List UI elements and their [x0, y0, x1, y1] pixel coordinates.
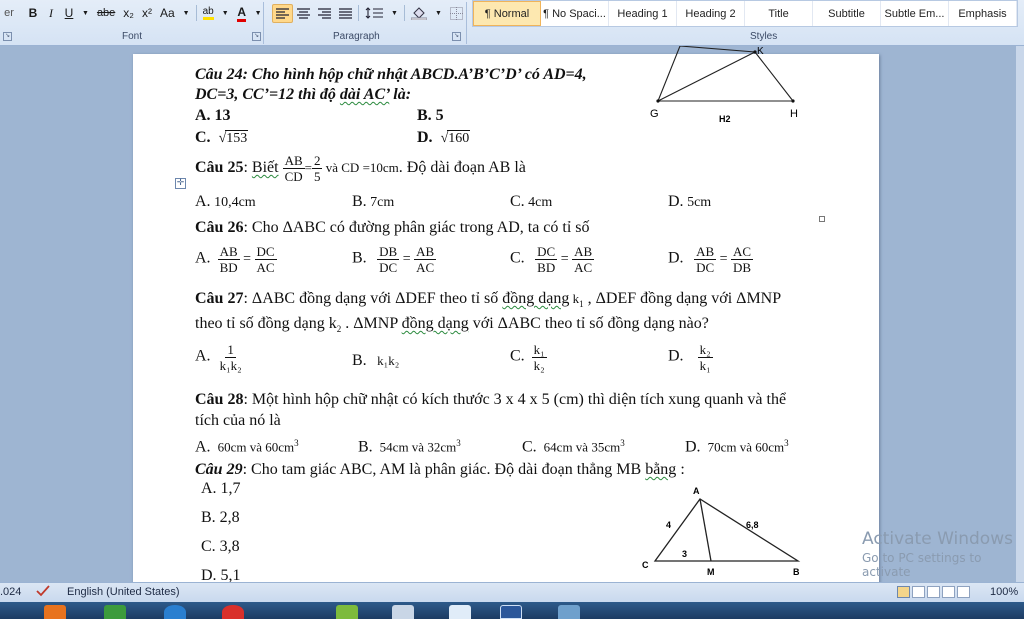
style-emphasis[interactable]: Emphasis — [949, 1, 1017, 26]
frac-den: AC — [416, 260, 435, 275]
paragraph-launcher-icon[interactable]: ↘ — [453, 33, 460, 39]
style-normal[interactable]: ¶ Normal — [473, 1, 541, 26]
q25-mid: và — [322, 160, 342, 176]
option-label: D. — [668, 347, 684, 365]
ribbon — [0, 0, 1024, 46]
language-indicator[interactable]: English (United States) — [67, 586, 180, 598]
taskbar-app2-icon[interactable] — [392, 605, 414, 619]
frac-num: AC — [733, 244, 752, 259]
style-subtitle[interactable]: Subtitle — [813, 1, 881, 26]
q26-option-a: A. $\frac{AB}{BD}$ = $\frac{DC}{AC}$ — [195, 244, 275, 275]
draft-view-icon[interactable] — [957, 586, 970, 598]
option-value: 4cm — [528, 195, 553, 210]
style-subtle-emphasis[interactable]: Subtle Em... — [881, 1, 949, 26]
frac-num: AB — [284, 153, 303, 168]
q24-line2-wavy: dài AC’ — [339, 86, 390, 103]
frac-num: AB — [416, 244, 435, 259]
underline-dropdown-icon[interactable]: ▼ — [82, 9, 89, 17]
q29-option-a: A. 1,7 — [201, 480, 241, 497]
q24-option-c-value: 153 — [226, 131, 248, 146]
q25-fraction-2-5 — [312, 153, 323, 184]
option-label: A. — [195, 249, 211, 267]
document-workspace — [0, 46, 1024, 582]
option-label: B. — [352, 352, 367, 369]
label-ab-length: 6,8 — [746, 520, 759, 530]
separator — [358, 5, 359, 21]
frac-den: k₁k₂ — [219, 358, 242, 373]
q25-option-a — [195, 193, 256, 211]
q26-stem — [195, 219, 590, 237]
shading-button[interactable] — [407, 4, 431, 23]
frac-den: AC — [574, 260, 593, 275]
q28-line1-text: : Một hình hộp chữ nhật có kích thước 3 x 4 x 5 (cm) thì diện tích xung quanh và thể — [243, 391, 787, 408]
italic-button[interactable]: I — [49, 5, 53, 20]
q29-wavy: bằng — [645, 461, 677, 478]
q24-line2 — [195, 86, 411, 104]
q28-option-d — [685, 438, 789, 457]
option-label: D. — [685, 438, 701, 456]
paragraph-group-label: Paragraph — [333, 31, 380, 42]
q24-option-b: B. 5 — [417, 107, 444, 124]
frac-den: k₁ — [699, 358, 711, 373]
font-color-dropdown-icon[interactable]: ▼ — [254, 9, 262, 17]
table-move-handle-icon[interactable]: ✛ — [176, 178, 185, 188]
figure-triangle-abc — [638, 484, 813, 579]
style-no-spacing[interactable]: ¶ No Spaci... — [541, 1, 609, 26]
taskbar-ie-icon[interactable] — [164, 605, 186, 619]
frac-den: DC — [696, 260, 715, 275]
frac-num: AB — [574, 244, 593, 259]
q24-line2-post: là: — [389, 86, 412, 103]
q27-k1-sub: 1 — [579, 299, 584, 310]
cube-exponent: 3 — [456, 438, 461, 448]
q25-option-d — [668, 193, 711, 211]
q24-option-d: D. √160 — [417, 129, 470, 146]
style-title[interactable]: Title — [745, 1, 813, 26]
strikethrough-button[interactable]: abe — [96, 7, 116, 19]
frac-den: DB — [733, 260, 752, 275]
font-group-label: Font — [122, 31, 143, 42]
option-value: 60cm và 60cm — [217, 439, 295, 455]
justify-button[interactable] — [335, 4, 356, 23]
label-a: A — [693, 486, 700, 496]
status-bar — [0, 582, 1024, 602]
q29-post: : — [676, 461, 685, 478]
text-box-handle[interactable] — [819, 216, 825, 222]
q24-line1: Câu 24: Cho hình hộp chữ nhật ABCD.A’B’C’D’ có AD=4, — [195, 66, 587, 83]
line-spacing-icon — [365, 7, 383, 19]
label-cm-length: 3 — [682, 549, 688, 559]
frac-den: BD — [219, 260, 238, 275]
underline-button[interactable]: U — [64, 6, 74, 20]
frac-num: DB — [379, 244, 398, 259]
q26-label: Câu 26 — [195, 219, 244, 236]
full-screen-view-icon[interactable] — [912, 586, 925, 598]
taskbar-chrome-icon[interactable] — [222, 605, 244, 619]
cube-exponent: 3 — [294, 438, 299, 448]
q24-option-c: C. √153 — [195, 129, 248, 146]
spelling-check-icon[interactable] — [36, 585, 50, 598]
vertical-scrollbar[interactable] — [1016, 46, 1024, 582]
q27-line2-wavy: đồng dạng — [401, 315, 469, 332]
ribbon-partial-label: er — [4, 6, 14, 19]
option-label: C. — [510, 193, 525, 210]
q28-line1 — [195, 391, 786, 409]
subscript-button[interactable]: x₂ — [123, 6, 134, 20]
q27-option-d — [668, 342, 713, 373]
taskbar — [0, 602, 1024, 619]
bold-button[interactable]: B — [28, 6, 38, 20]
label-g: G — [650, 108, 659, 120]
align-left-button[interactable] — [272, 4, 293, 23]
q27-line2 — [195, 315, 709, 334]
align-right-icon — [318, 8, 331, 19]
word-count[interactable]: .024 — [0, 586, 22, 598]
frac-num: k₁ — [533, 342, 545, 357]
style-heading-1[interactable]: Heading 1 — [609, 1, 677, 26]
q24-option-a: A. 13 — [195, 107, 231, 124]
q27-line1-pre: : ΔABC đồng dạng với ΔDEF theo tỉ số — [243, 290, 503, 307]
q25-option-c — [510, 193, 552, 211]
q27-line2-mid: . ΔMNP — [341, 315, 402, 332]
option-label: D. — [668, 249, 684, 267]
q29-option-c: C. 3,8 — [201, 538, 240, 555]
option-label: B. — [352, 193, 367, 210]
change-case-button[interactable]: Aa — [159, 6, 175, 20]
highlighter-icon: ab — [203, 6, 214, 20]
activate-windows-watermark — [862, 529, 1024, 579]
taskbar-word-icon[interactable] — [500, 605, 522, 619]
taskbar-window-icon[interactable] — [558, 605, 580, 619]
q24-option-c-label: C. — [195, 129, 211, 146]
q27-line1-wavy: đồng dạng — [502, 290, 570, 307]
print-layout-view-icon[interactable] — [897, 586, 910, 598]
q27-line1-post: , ΔDEF đồng dạng với ΔMNP — [583, 290, 782, 307]
align-right-button[interactable] — [314, 4, 335, 23]
option-value: 7cm — [370, 195, 395, 210]
option-label: B. — [352, 249, 367, 267]
separator — [196, 5, 197, 21]
q28-option-b — [358, 438, 461, 457]
frac-num: 2 — [313, 153, 321, 168]
q25-cd: CD =10cm — [341, 160, 399, 176]
label-m: M — [707, 567, 715, 577]
q29-pre: : Cho tam giác ABC, AM là phân giác. Độ dài đoạn thẳng MB — [242, 461, 646, 478]
q27-option-c — [510, 342, 547, 373]
borders-button[interactable] — [446, 4, 467, 23]
frac-den: BD — [537, 260, 556, 275]
q29-stem — [195, 461, 685, 479]
label-b: B — [793, 567, 800, 577]
frac-den: DC — [379, 260, 398, 275]
zoom-level[interactable]: 100% — [990, 586, 1019, 598]
align-left-icon — [276, 8, 289, 19]
frac-num: DC — [537, 244, 556, 259]
outline-view-icon[interactable] — [942, 586, 955, 598]
q25-wavy: Biết — [251, 159, 279, 177]
option-value: 64cm và 35cm — [543, 439, 621, 455]
paint-bucket-icon — [411, 7, 427, 20]
option-label: A. — [195, 438, 211, 456]
shading-dropdown-icon[interactable]: ▼ — [434, 9, 442, 17]
frac-num: AB — [696, 244, 715, 259]
q26-text: : Cho ΔABC có đường phân giác trong AD, ta có tỉ số — [243, 219, 590, 236]
justify-icon — [339, 8, 352, 19]
group-divider — [466, 2, 467, 44]
line-spacing-dropdown-icon[interactable]: ▼ — [391, 9, 398, 17]
figure-lines — [658, 46, 793, 101]
label-c: C — [642, 560, 649, 570]
equals-sign: = — [304, 160, 312, 176]
option-label: C. — [522, 438, 537, 456]
font-color-icon: A — [237, 5, 246, 22]
border-grid-icon — [450, 7, 463, 20]
q27-option-b — [352, 352, 399, 370]
separator — [404, 5, 405, 21]
q26-option-c: C. $\frac{DC}{BD}$ = $\frac{AB}{AC}$ — [510, 244, 593, 275]
label-h: H — [790, 108, 798, 120]
frac-den: 5 — [313, 169, 321, 184]
font-toolbar — [24, 3, 266, 23]
point-h — [791, 99, 794, 102]
taskbar-app-icon[interactable] — [336, 605, 358, 619]
change-case-dropdown-icon[interactable]: ▼ — [182, 9, 190, 17]
option-value: k₁k₂ — [377, 353, 400, 368]
taskbar-store-icon[interactable] — [104, 605, 126, 619]
styles-group-label: Styles — [750, 31, 778, 42]
q27-k1: k — [569, 291, 580, 306]
paragraph-toolbar — [272, 3, 482, 23]
option-label: C. — [510, 347, 525, 365]
align-center-icon — [297, 8, 310, 19]
frac-den: AC — [256, 260, 275, 275]
frac-num: DC — [256, 244, 275, 259]
frac-num: 1 — [227, 342, 234, 357]
q25-stem — [195, 153, 526, 184]
option-value: 5cm — [687, 195, 712, 210]
taskbar-zalo-icon[interactable] — [449, 605, 471, 619]
q25-fraction-ab-cd — [283, 153, 305, 184]
cube-exponent: 3 — [620, 438, 625, 448]
document-page[interactable] — [133, 46, 879, 582]
frac-den: k₂ — [533, 358, 545, 373]
option-label: D. — [668, 193, 684, 210]
point-g — [656, 99, 659, 102]
q25-label: Câu 25 — [195, 159, 244, 177]
view-buttons — [897, 586, 970, 598]
triangle-abc — [655, 499, 798, 561]
superscript-button[interactable]: x² — [141, 6, 152, 20]
frac-den: CD — [284, 169, 303, 184]
line-spacing-button[interactable] — [361, 4, 387, 23]
q27-line1 — [195, 290, 781, 309]
frac-num: AB — [219, 244, 238, 259]
q26-option-d: D. $\frac{AB}{DC}$ = $\frac{AC}{DB}$ — [668, 244, 752, 275]
watermark-line2: Go to PC settings to activate — [862, 551, 982, 579]
clipboard-launcher-icon[interactable]: ↘ — [4, 33, 11, 39]
option-value: 70cm và 60cm — [707, 439, 785, 455]
style-heading-2[interactable]: Heading 2 — [677, 1, 745, 26]
q24-option-d-label: D. — [417, 129, 433, 146]
figure-caption: H2 — [719, 114, 731, 124]
option-value: 54cm và 32cm — [379, 439, 457, 455]
q29-option-d: D. 5,1 — [201, 567, 241, 582]
figure-diagonal — [658, 52, 755, 101]
label-ac-length: 4 — [666, 520, 672, 530]
align-center-button[interactable] — [293, 4, 314, 23]
q29-label: Câu 29 — [195, 461, 243, 478]
option-value: 10,4cm — [214, 195, 256, 210]
highlight-dropdown-icon[interactable]: ▼ — [221, 9, 229, 17]
q25-option-b — [352, 193, 394, 211]
q28-line2: tích của nó là — [195, 412, 281, 429]
styles-gallery — [472, 0, 1018, 27]
label-k: K — [757, 46, 764, 57]
q24-option-d-value: 160 — [448, 131, 470, 146]
q28-option-c — [522, 438, 625, 457]
highlight-color-button[interactable] — [199, 4, 218, 23]
q27-label: Câu 27 — [195, 290, 244, 307]
bisector-am — [700, 499, 711, 561]
taskbar-file-explorer-icon[interactable] — [44, 605, 66, 619]
figure-triangle-ghk — [643, 46, 803, 126]
q27-line2-post: với ΔABC theo tỉ số đồng dạng nào? — [468, 315, 709, 332]
option-label: A. — [195, 347, 211, 365]
q27-option-a — [195, 342, 244, 373]
font-launcher-icon[interactable]: ↘ — [253, 33, 260, 39]
cube-exponent: 3 — [784, 438, 789, 448]
q28-option-a — [195, 438, 299, 457]
font-color-button[interactable] — [233, 4, 251, 23]
q29-option-b: B. 2,8 — [201, 509, 240, 526]
q26-option-b: B. $\frac{DB}{DC}$ = $\frac{AB}{AC}$ — [352, 244, 435, 275]
web-layout-view-icon[interactable] — [927, 586, 940, 598]
q28-label: Câu 28 — [195, 391, 244, 408]
frac-num: k₂ — [699, 342, 711, 357]
q25-post: . Độ dài đoạn AB là — [398, 159, 526, 177]
option-label: B. — [358, 438, 373, 456]
q25-pre: : — [243, 159, 252, 177]
group-divider — [263, 2, 264, 44]
option-label: C. — [510, 249, 525, 267]
q24-line2-pre: DC=3, CC’=12 thì độ — [195, 86, 340, 103]
watermark-line1: Activate Windows — [862, 529, 1013, 549]
q27-line2-pre: theo tỉ số đồng dạng k — [195, 315, 337, 332]
option-label: A. — [195, 193, 211, 210]
q27-k2-sub: 2 — [336, 324, 342, 335]
